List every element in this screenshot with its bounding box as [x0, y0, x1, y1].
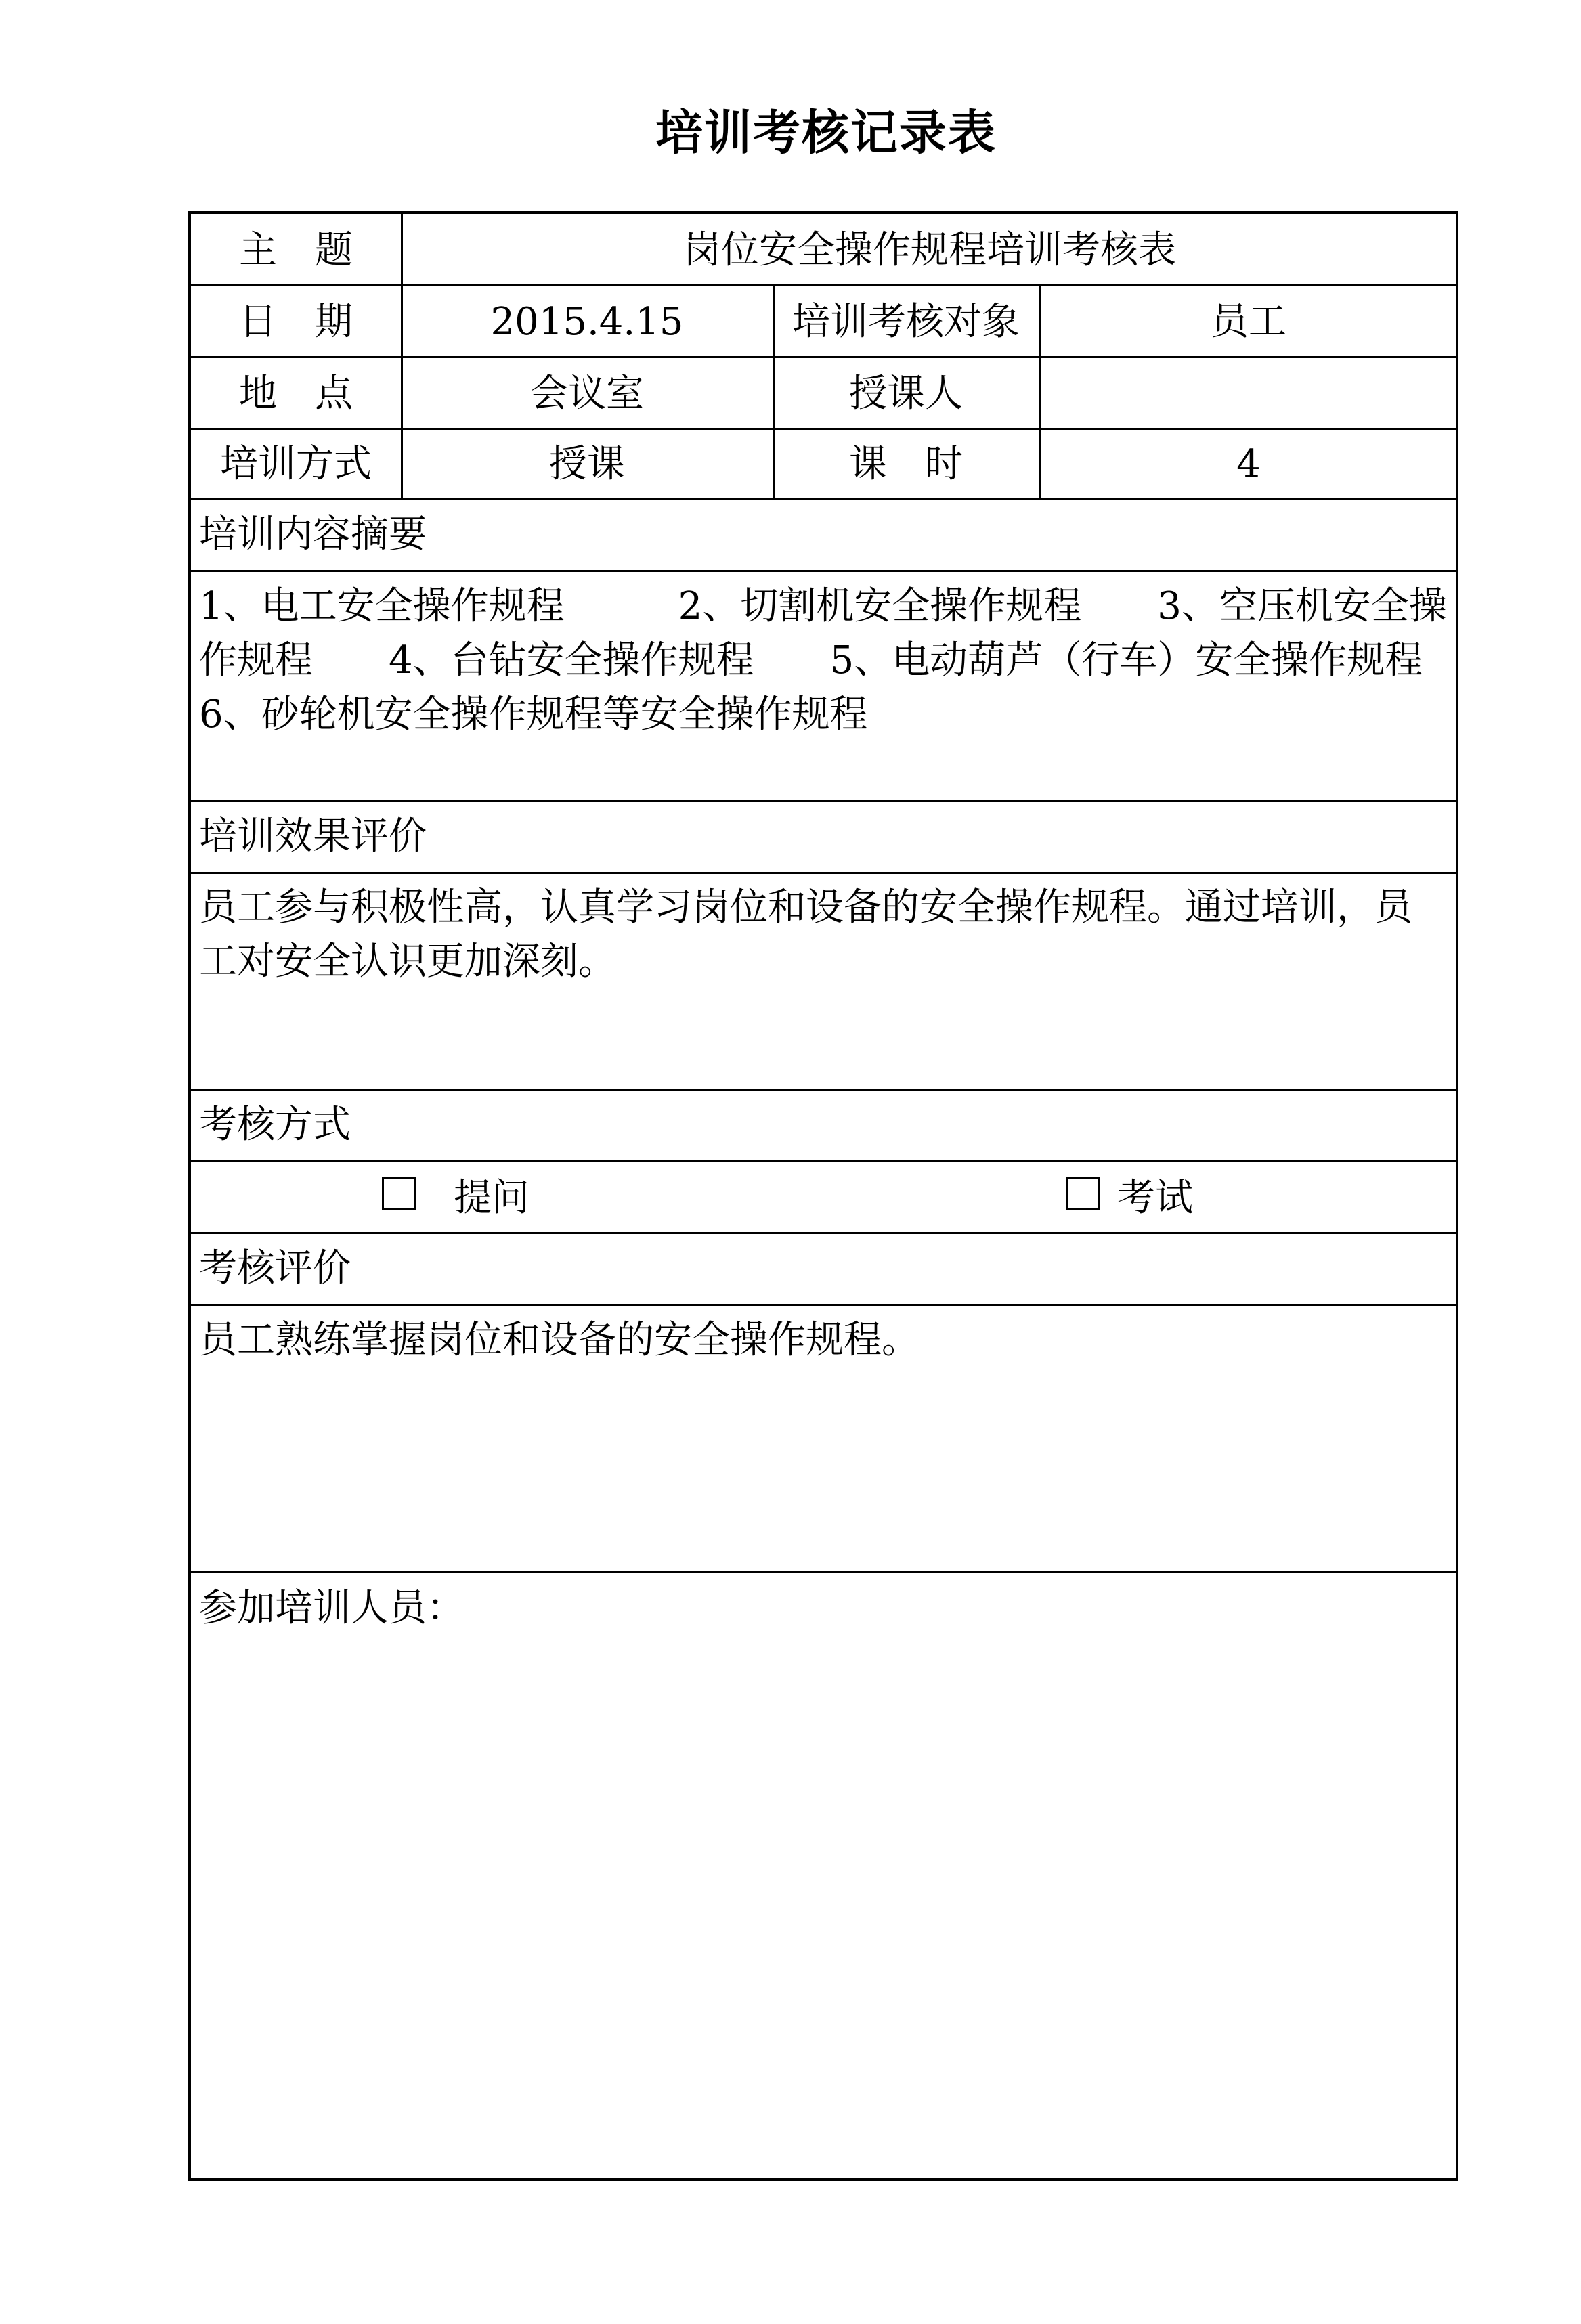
- training-record-form: [188, 211, 1458, 2181]
- row-divider: [191, 1089, 1456, 1091]
- content-summary-line-1: 1、电工安全操作规程 2、切割机安全操作规程 3、空压机安全操: [199, 584, 1447, 628]
- target-label: 培训考核对象: [792, 300, 1020, 344]
- question-option-label: 提问: [454, 1176, 529, 1220]
- effect-evaluation-label: 培训效果评价: [199, 814, 427, 858]
- content-summary-line-3: 6、砂轮机安全操作规程等安全操作规程: [199, 693, 868, 737]
- subject-label: 主 题: [239, 228, 353, 272]
- row-divider: [191, 800, 1456, 802]
- lecturer-label: 授课人: [849, 372, 963, 416]
- row-divider: [191, 356, 1456, 358]
- hours-value: 4: [1236, 442, 1261, 486]
- row-divider: [191, 1232, 1456, 1234]
- exam-checkbox[interactable]: [1066, 1177, 1100, 1210]
- method-label: 培训方式: [220, 442, 372, 486]
- hours-label: 课 时: [849, 442, 963, 486]
- row-divider: [191, 1571, 1456, 1573]
- row-divider: [191, 570, 1456, 572]
- place-label: 地 点: [239, 372, 353, 416]
- assessment-evaluation-label: 考核评价: [199, 1246, 351, 1290]
- row-divider: [191, 428, 1456, 430]
- date-label: 日 期: [239, 300, 353, 344]
- subject-value: 岗位安全操作规程培训考核表: [683, 228, 1176, 272]
- assessment-method-label: 考核方式: [199, 1103, 351, 1147]
- effect-evaluation-line-1: 员工参与积极性高，认真学习岗位和设备的安全操作规程。通过培训，员: [199, 885, 1412, 929]
- row-divider: [191, 284, 1456, 286]
- row-divider: [191, 498, 1456, 500]
- date-value: 2015.4.15: [490, 300, 684, 344]
- page-title: 培训考核记录表: [655, 105, 997, 160]
- method-value: 授课: [549, 442, 625, 486]
- row-divider: [191, 872, 1456, 874]
- content-summary-line-2: 作规程 4、台钻安全操作规程 5、电动葫芦（行车）安全操作规程: [199, 638, 1423, 682]
- effect-evaluation-line-2: 工对安全认识更加深刻。: [199, 940, 616, 984]
- target-value: 员工: [1211, 300, 1286, 344]
- row-divider: [191, 1304, 1456, 1306]
- assessment-evaluation-text: 员工熟练掌握岗位和设备的安全操作规程。: [199, 1318, 919, 1362]
- content-summary-label: 培训内容摘要: [199, 512, 427, 556]
- place-value: 会议室: [530, 372, 644, 416]
- exam-option-label: 考试: [1117, 1176, 1193, 1220]
- row-divider: [191, 1160, 1456, 1162]
- participants-label: 参加培训人员：: [199, 1586, 464, 1630]
- question-checkbox[interactable]: [382, 1177, 416, 1210]
